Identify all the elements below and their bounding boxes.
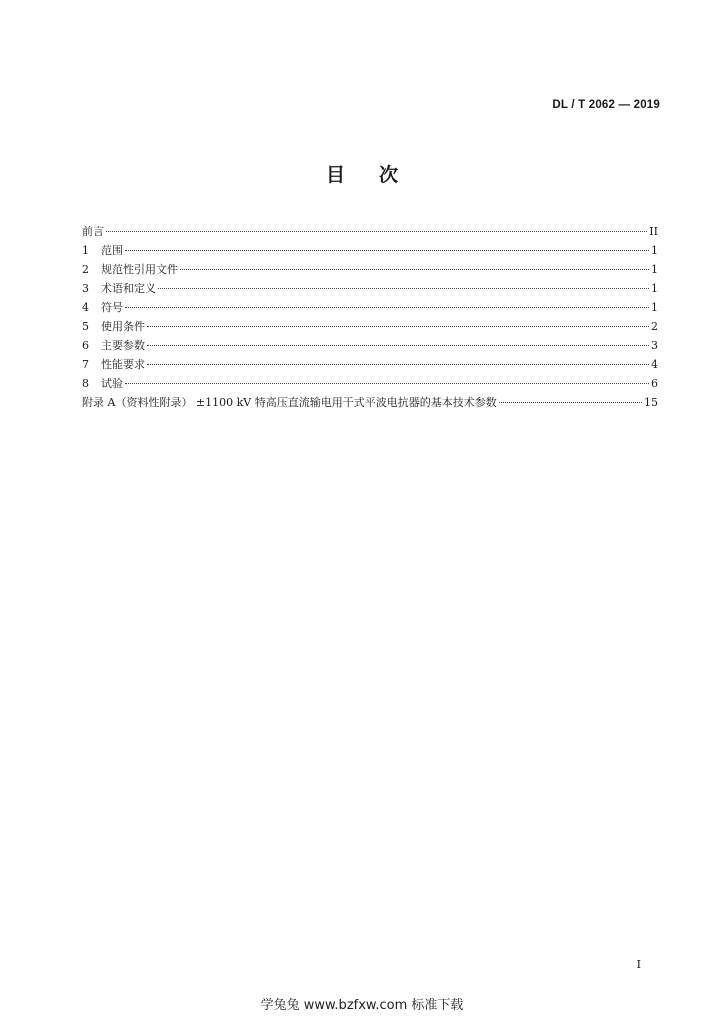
toc-entry[interactable] [82, 280, 658, 299]
toc-entry[interactable] [82, 261, 658, 280]
toc-entry[interactable] [82, 242, 658, 261]
toc-label: 术语和定义 [101, 282, 156, 295]
toc-page: 15 [644, 396, 658, 409]
toc-leader [125, 250, 649, 251]
toc-label: 符号 [101, 301, 123, 314]
toc-leader [147, 345, 649, 346]
toc-number: 5 [82, 320, 89, 333]
toc-page: 1 [651, 263, 658, 276]
toc-page: 4 [651, 358, 658, 371]
toc-label: 规范性引用文件 [101, 263, 178, 276]
toc-number: 3 [82, 282, 89, 295]
toc-entry[interactable] [82, 356, 658, 375]
watermark: 学兔兔 www.bzfxw.com 标准下载 [260, 998, 464, 1013]
toc-label: 试验 [101, 377, 123, 390]
toc-page: 1 [651, 282, 658, 295]
page-title: 目次 [325, 164, 432, 186]
toc-number: 4 [82, 301, 89, 314]
toc-label: 前言 [82, 225, 104, 238]
toc-number: 2 [82, 263, 89, 276]
toc-entry[interactable] [82, 223, 658, 242]
toc-leader [125, 307, 649, 308]
table-of-contents [82, 223, 658, 413]
toc-entry[interactable] [82, 299, 658, 318]
toc-label: 范围 [101, 244, 123, 257]
toc-page: 2 [651, 320, 658, 333]
toc-entry[interactable] [82, 337, 658, 356]
toc-entry[interactable] [82, 375, 658, 394]
toc-leader [106, 231, 647, 232]
toc-page: II [649, 225, 658, 238]
toc-leader [499, 402, 642, 403]
toc-label: 性能要求 [101, 358, 145, 371]
toc-number: 6 [82, 339, 89, 352]
toc-number: 7 [82, 358, 89, 371]
toc-number: 8 [82, 377, 89, 390]
toc-page: 6 [651, 377, 658, 390]
toc-leader [125, 383, 649, 384]
toc-leader [158, 288, 649, 289]
toc-label: 使用条件 [101, 320, 145, 333]
toc-page: 1 [651, 244, 658, 257]
toc-leader [180, 269, 649, 270]
toc-label: 主要参数 [101, 339, 145, 352]
toc-leader [147, 364, 649, 365]
toc-number: 1 [82, 244, 89, 257]
toc-label: 附录 A（资料性附录） ±1100 kV 特高压直流输电用干式平波电抗器的基本技术参数 [82, 396, 497, 409]
toc-page: 1 [651, 301, 658, 314]
toc-entry[interactable] [82, 318, 658, 337]
page-number: I [636, 958, 641, 971]
toc-page: 3 [651, 339, 658, 352]
toc-entry[interactable] [82, 394, 658, 413]
doc-code: DL / T 2062 — 2019 [552, 99, 660, 111]
toc-leader [147, 326, 649, 327]
